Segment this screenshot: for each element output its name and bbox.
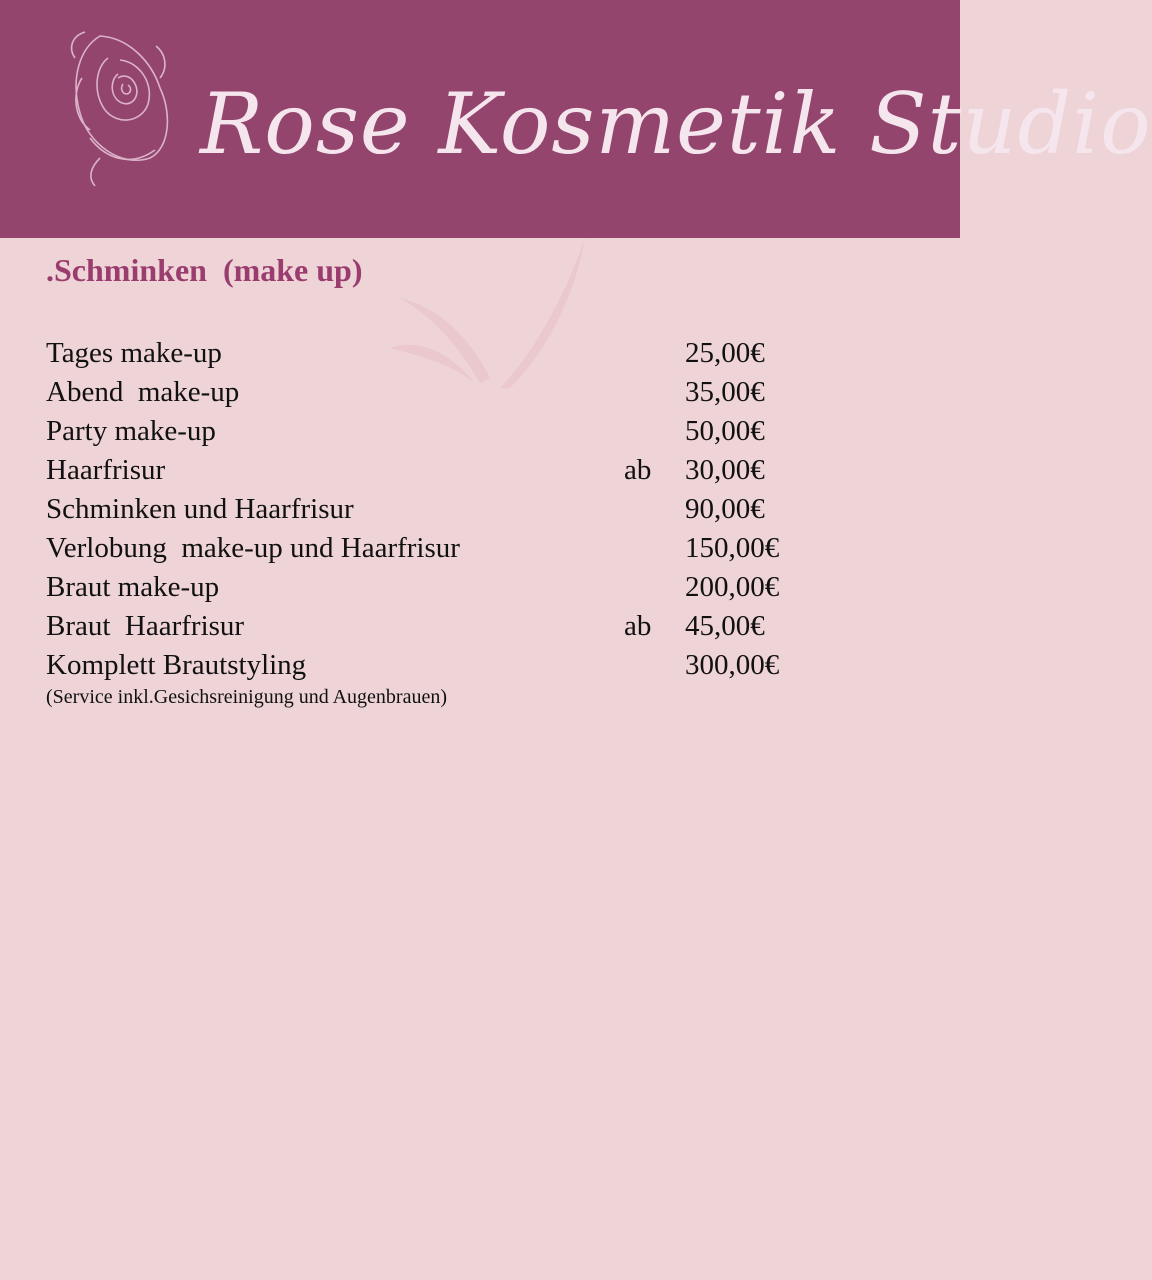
header-banner <box>0 0 1152 238</box>
price-row <box>46 568 846 607</box>
service-price: 200,00€ <box>685 571 780 603</box>
price-row <box>46 529 846 568</box>
service-price: 300,00€ <box>685 649 780 681</box>
price-row <box>46 646 846 685</box>
price-row <box>46 334 846 373</box>
price-list <box>46 334 846 685</box>
section-title: .Schminken (make up) <box>46 252 363 288</box>
price-row <box>46 490 846 529</box>
service-label: Haarfrisur <box>46 454 166 486</box>
service-label: Abend make-up <box>46 376 240 408</box>
service-label: Verlobung make-up und Haarfrisur <box>46 532 460 564</box>
price-prefix: ab <box>624 610 652 642</box>
rose-icon <box>60 18 175 188</box>
service-price: 150,00€ <box>685 532 780 564</box>
service-price: 35,00€ <box>685 376 765 408</box>
price-prefix: ab <box>624 454 652 486</box>
price-row <box>46 412 846 451</box>
price-row <box>46 373 846 412</box>
service-label: Party make-up <box>46 415 216 447</box>
service-label: Braut Haarfrisur <box>46 610 245 642</box>
service-price: 90,00€ <box>685 493 765 525</box>
brand-title: Rose Kosmetik Studio <box>200 75 1152 173</box>
service-price: 50,00€ <box>685 415 765 447</box>
service-price: 30,00€ <box>685 454 765 486</box>
service-label: Braut make-up <box>46 571 220 603</box>
service-price: 25,00€ <box>685 337 765 369</box>
price-row <box>46 607 846 646</box>
price-row <box>46 451 846 490</box>
service-label: Schminken und Haarfrisur <box>46 493 354 525</box>
service-label: Komplett Brautstyling <box>46 649 307 681</box>
service-label: Tages make-up <box>46 337 222 369</box>
service-price: 45,00€ <box>685 610 765 642</box>
service-note: (Service inkl.Gesichsreinigung und Augenbrauen) <box>46 686 448 708</box>
